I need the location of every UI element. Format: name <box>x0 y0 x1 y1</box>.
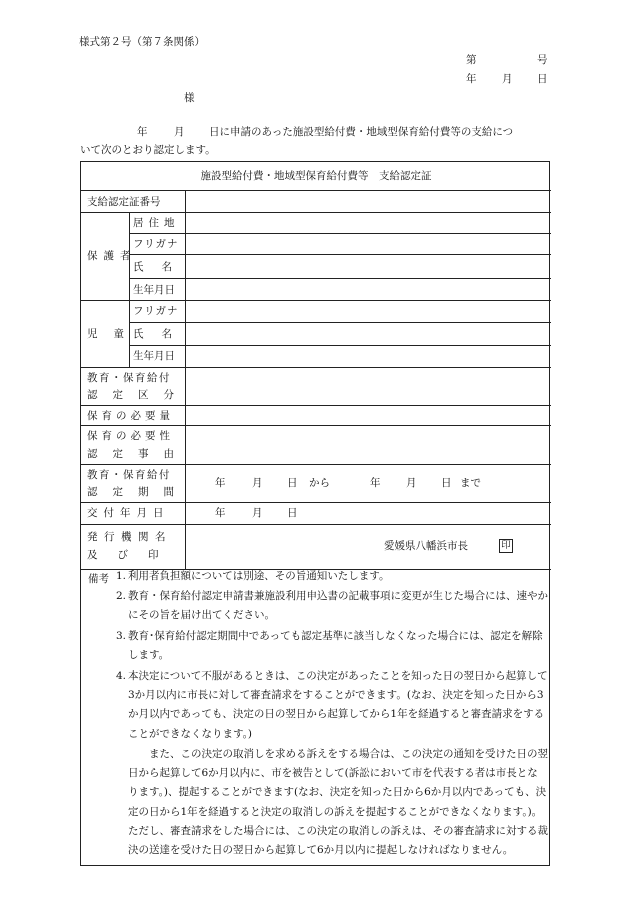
doc-date-year: 年 <box>466 73 477 85</box>
form-number: 様式第２号（第７条関係） <box>79 36 205 48</box>
note-paragraph: また、この決定の取消しを求める訴えをする場合は、この決定の通知を受けた日の翌日から起算して6か月以内に、市を被告として(訴訟において市を代表する者は市長となります。)、提起することができます(なお、決定を知った日から6か月以内であっても、決定の日から1年を経過すると決定の取消しの訴えを提起することができなくなります。)。ただし、審査請求をした場合には、この決定の取消しの訴えは、その審査請求に対する裁決の送達を受けた日の翌日から起算して6か月以内に提起しなければなりません。 <box>128 748 548 857</box>
guardian-name-value[interactable] <box>186 255 550 277</box>
issuer-label-line2: 及び印 <box>87 549 179 561</box>
notes-heading: 備考 <box>88 573 109 585</box>
child-furigana-label: フリガナ <box>133 305 179 317</box>
issue-date-day: 日 <box>287 507 298 519</box>
care-amount-value[interactable] <box>186 406 550 424</box>
guardian-furigana-label: フリガナ <box>133 238 179 250</box>
child-name-label: 氏名 <box>133 328 190 340</box>
child-name-value[interactable] <box>186 323 550 344</box>
guardian-birthdate-value[interactable] <box>186 279 550 299</box>
issue-date-year: 年 <box>215 507 226 519</box>
issue-date-label: 交付年月日 <box>87 507 170 519</box>
edu-category-label-line1: 教育・保育給付 <box>87 372 171 384</box>
guardian-address-value[interactable] <box>186 213 550 232</box>
cert-number-value[interactable] <box>186 191 550 211</box>
doc-date-month: 月 <box>502 73 513 85</box>
note-item-2 <box>116 587 548 625</box>
intro-line1: 日に申請のあった施設型給付費・地域型保育給付費等の支給につ <box>209 126 514 138</box>
note-text-3: 教育･保育給付認定期間中であっても認定基準に該当しなくなった場合には、認定を解除します。 <box>128 630 543 662</box>
child-furigana-value[interactable] <box>186 301 550 321</box>
intro-month: 月 <box>174 126 185 138</box>
child-label: 児童 <box>87 328 140 340</box>
note-text-4: 本決定について不服があるときは、この決定があったことを知った日の翌日から起算して3か月以内に市長に対して審査請求をすることができます。(なお、決定を知った日から3か月以内であっても、決定の日の翌日から起算してから1年を経過すると審査請求をすることができなくなります。) <box>128 670 548 740</box>
issuer-label-line1: 発行機関名 <box>87 531 172 543</box>
guardian-address-label: 居住地 <box>133 217 180 229</box>
note-number-4: 4. <box>116 670 127 682</box>
edu-category-value[interactable] <box>186 368 550 404</box>
note-item-1 <box>116 567 548 586</box>
edu-period-label-line1: 教育・保育給付 <box>87 469 171 481</box>
period-day-2: 日 <box>441 477 452 489</box>
note-item-3 <box>116 627 548 665</box>
care-need-value[interactable] <box>186 426 550 463</box>
note-number-2: 2. <box>116 590 127 602</box>
table-title: 施設型給付費・地域型保育給付費等 支給認定証 <box>200 170 432 182</box>
issuer-name: 愛媛県八幡浜市長 <box>384 540 468 552</box>
period-month-2: 月 <box>406 477 417 489</box>
child-birthdate-value[interactable] <box>186 346 550 366</box>
seal-stamp: 印 <box>499 539 513 553</box>
intro-year: 年 <box>137 126 148 138</box>
guardian-birthdate-label: 生年月日 <box>133 284 175 296</box>
period-day-1: 日 <box>287 477 298 489</box>
note-text-2: 教育・保育給付認定申請書兼施設利用申込書の記載事項に変更が生じた場合には、速やかにその旨を届け出てください。 <box>128 590 548 622</box>
guardian-label: 保護者 <box>87 250 137 262</box>
period-year-1: 年 <box>215 477 226 489</box>
doc-date-day: 日 <box>537 73 548 85</box>
period-from: から <box>309 477 330 489</box>
period-month-1: 月 <box>252 477 263 489</box>
care-amount-label: 保育の必要量 <box>87 410 174 422</box>
period-year-2: 年 <box>370 477 381 489</box>
addressee-suffix: 様 <box>184 92 195 104</box>
care-need-label-line1: 保育の必要性 <box>87 430 174 442</box>
edu-category-label-line2: 認定区分 <box>87 389 189 401</box>
care-need-label-line2: 認定事由 <box>87 448 189 460</box>
doc-number-prefix: 第 <box>466 54 477 66</box>
note-number-3: 3. <box>116 630 127 642</box>
guardian-name-label: 氏名 <box>133 261 190 273</box>
intro-line2: いて次のとおり認定します。 <box>80 144 216 156</box>
note-text-1: 利用者負担額については別途、その旨通知いたします。 <box>128 570 390 582</box>
cert-number-label: 支給認定証番号 <box>87 196 161 208</box>
note-item-4 <box>116 667 548 744</box>
guardian-furigana-value[interactable] <box>186 234 550 253</box>
note-number-1: 1. <box>116 570 127 582</box>
doc-number-suffix: 号 <box>537 54 548 66</box>
issue-date-month: 月 <box>252 507 263 519</box>
child-birthdate-label: 生年月日 <box>133 350 175 362</box>
edu-period-label-line2: 認定期間 <box>87 486 189 498</box>
period-to: まで <box>460 477 481 489</box>
